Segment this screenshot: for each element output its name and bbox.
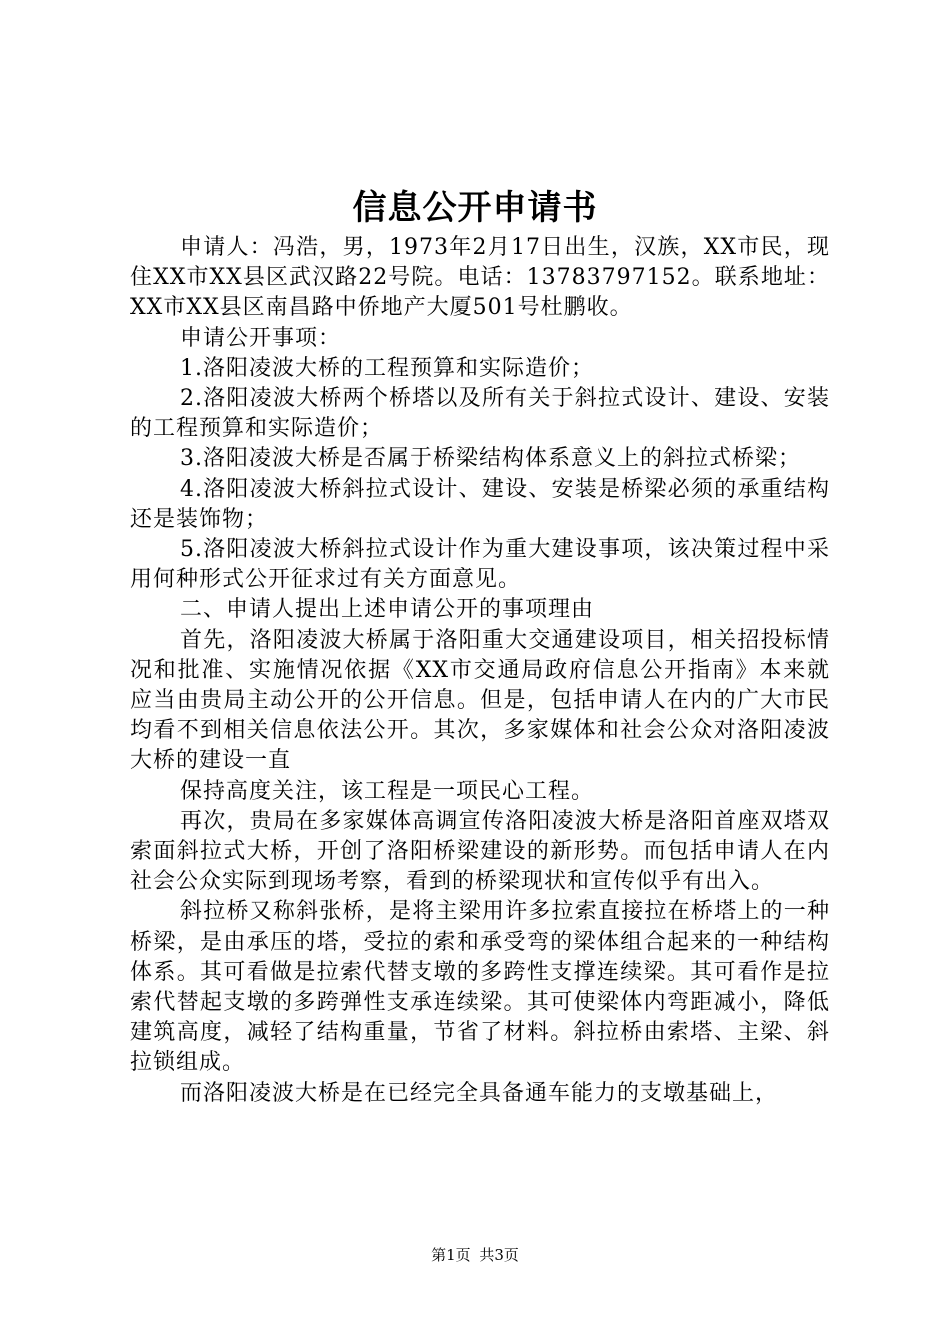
paragraph-item-5: 5.洛阳凌波大桥斜拉式设计作为重大建设事项，该决策过程中采用何种形式公开征求过有关方面意见。 [130, 537, 830, 593]
paragraph-item-1: 1.洛阳凌波大桥的工程预算和实际造价； [180, 355, 594, 381]
document-title: 信息公开申请书 [352, 188, 598, 228]
page-total: 共3页 [479, 1246, 519, 1264]
paragraph-reason-continued: 保持高度关注，该工程是一项民心工程。 [180, 778, 595, 804]
paragraph-item-2: 2.洛阳凌波大桥两个桥塔以及所有关于斜拉式设计、建设、安装的工程预算和实际造价； [130, 386, 830, 442]
paragraph-reason-again: 再次，贵局在多家媒体高调宣传洛阳凌波大桥是洛阳首座双塔双索面斜拉式大桥，开创了洛阳桥梁建设的新形势。而包括申请人在内社会公众实际到现场考察，看到的桥梁现状和宣传似乎有出入。 [130, 808, 830, 895]
paragraph-cable-stayed-definition: 斜拉桥又称斜张桥，是将主梁用许多拉索直接拉在桥塔上的一种桥梁，是由承压的塔，受拉的索和承受弯的梁体组合起来的一种结构体系。其可看做是拉索代替支墩的多跨性支撑连续梁。其可看作是拉索代替起支墩的多跨弹性支承连续梁。其可使梁体内弯距减小，降低建筑高度，减轻了结构重量，节省了材料。斜拉桥由索塔、主梁、斜拉锁组成。 [130, 899, 830, 1076]
paragraph-applicant: 申请人：冯浩，男，1973年2月17日出生，汉族，XX市民，现住XX市XX县区武汉路22号院。电话：13783797152。联系地址：XX市XX县区南昌路中侨地产大厦501号杜鹏收。 [130, 235, 830, 321]
document-body [130, 233, 830, 1109]
paragraph-closing: 而洛阳凌波大桥是在已经完全具备通车能力的支墩基础上， [180, 1080, 779, 1106]
paragraph-item-4: 4.洛阳凌波大桥斜拉式设计、建设、安装是桥梁必须的承重结构还是装饰物； [130, 476, 830, 532]
paragraph-reason-first: 首先，洛阳凌波大桥属于洛阳重大交通建设项目，相关招投标情况和批准、实施情况依据《XX市交通局政府信息公开指南》本来就应当由贵局主动公开的公开信息。但是，包括申请人在内的广大市民均看不到相关信息依法公开。其次，多家媒体和社会公众对洛阳凌波大桥的建设一直 [130, 627, 830, 774]
page-number: 第1页 [431, 1246, 471, 1264]
paragraph-reasons-heading: 二、申请人提出上述申请公开的事项理由 [180, 597, 595, 623]
paragraph-items-heading: 申请公开事项： [180, 325, 342, 351]
page-footer [0, 1244, 950, 1266]
paragraph-item-3: 3.洛阳凌波大桥是否属于桥梁结构体系意义上的斜拉式桥梁； [180, 446, 801, 472]
